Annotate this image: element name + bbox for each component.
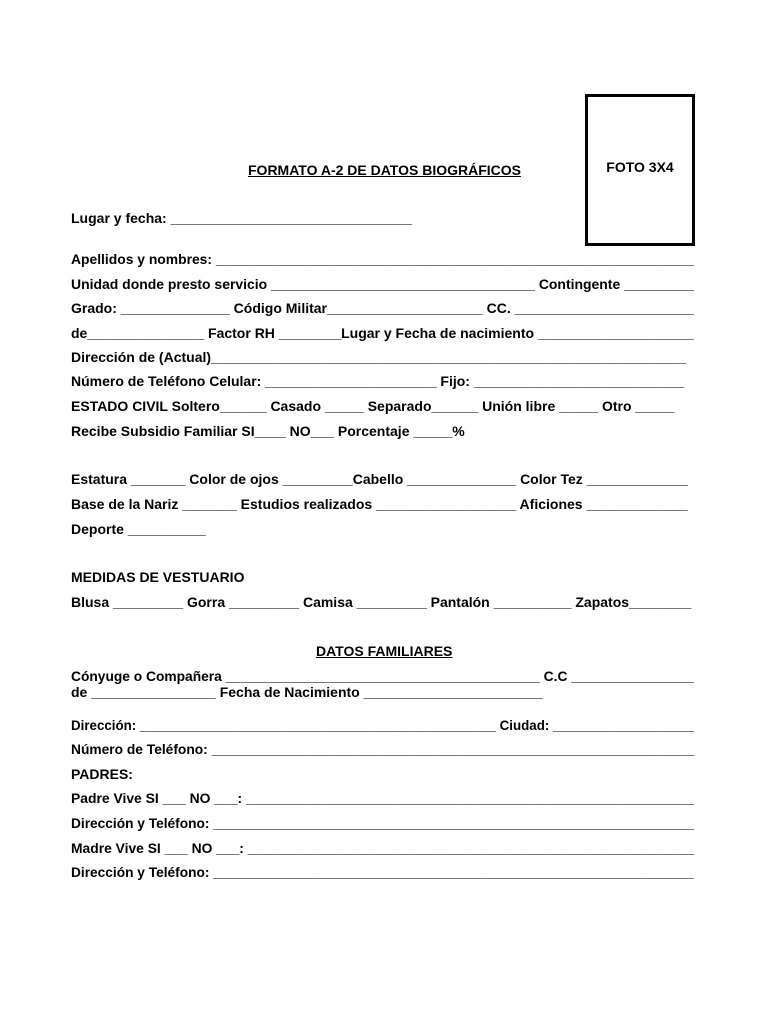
form-title: FORMATO A-2 DE DATOS BIOGRÁFICOS xyxy=(248,162,522,178)
field-spouse-birth: de ________________ Fecha de Nacimiento _______________________ xyxy=(71,684,543,700)
field-clothing-sizes: Blusa _________ Gorra _________ Camisa _________ Pantalón __________ Zapatos________ xyxy=(71,594,692,610)
field-full-name: Apellidos y nombres: ______________________________________________________________ xyxy=(71,251,695,267)
field-rh-birth: de_______________ Factor RH ________Lugar y Fecha de nacimiento ____________________ xyxy=(71,325,694,341)
field-family-subsidy: Recibe Subsidio Familiar SI____ NO___ Porcentaje _____% xyxy=(71,423,465,439)
photo-label: FOTO 3X4 xyxy=(606,159,674,175)
field-spouse: Cónyuge o Compañera _________________________________________ C.C ________________ xyxy=(71,668,694,684)
field-phone: Número de Teléfono Celular: ______________________ Fijo: ___________________________ xyxy=(71,373,685,389)
field-civil-status: ESTADO CIVIL Soltero______ Casado _____ Separado______ Unión libre _____ Otro _____ xyxy=(71,398,675,414)
field-mother-address-phone: Dirección y Teléfono: _______________________________________________________________ xyxy=(71,864,694,880)
field-family-phone: Número de Teléfono: _______________________________________________________________ xyxy=(71,741,695,757)
field-rank-military-code: Grado: ______________ Código Militar____________________ CC. _______________________ xyxy=(71,300,694,316)
field-physical-traits: Estatura _______ Color de ojos _________Cabello ______________ Color Tez _____________ xyxy=(71,471,688,487)
section-clothing-measures: MEDIDAS DE VESTUARIO xyxy=(71,569,245,585)
field-sport: Deporte __________ xyxy=(71,521,206,537)
field-nose-studies-hobbies: Base de la Nariz _______ Estudios realizados __________________ Aficiones _____________ xyxy=(71,496,688,512)
photo-placeholder-box xyxy=(585,94,695,246)
field-father-alive: Padre Vive SI ___ NO ___: __________________________________________________________ xyxy=(71,790,694,806)
field-address: Dirección de (Actual)_____________________________________________________________ xyxy=(71,349,686,365)
section-family-data: DATOS FAMILIARES xyxy=(316,643,453,659)
field-service-unit: Unidad donde presto servicio __________________________________ Contingente _________ xyxy=(71,276,694,292)
field-mother-alive: Madre Vive SI ___ NO ___: __________________________________________________________ xyxy=(71,840,695,856)
field-place-date: Lugar y fecha: _______________________________ xyxy=(71,210,412,226)
field-family-address: Dirección: ________________________________________________ Ciudad: ___________________ xyxy=(71,717,694,733)
field-father-address-phone: Dirección y Teléfono: _______________________________________________________________ xyxy=(71,815,694,831)
section-parents: PADRES: xyxy=(71,766,133,782)
